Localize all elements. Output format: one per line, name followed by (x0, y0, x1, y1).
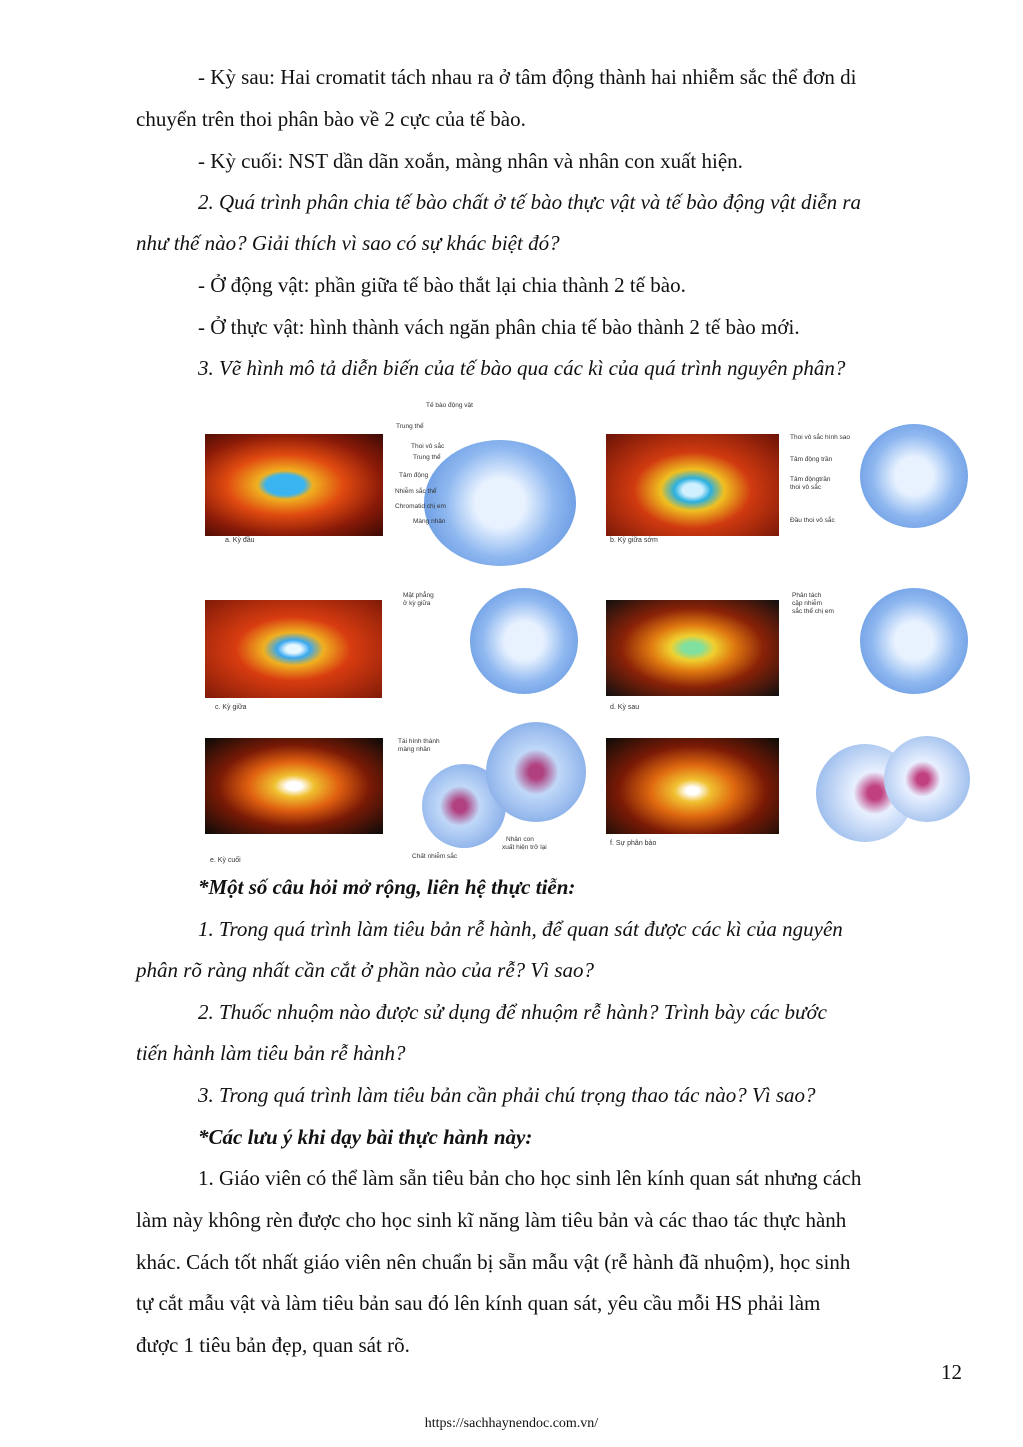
figure-label: ở kỳ giữa (403, 600, 431, 607)
panel-caption: a. Kỳ đầu (225, 537, 255, 544)
text-line: tự cắt mẫu vật và làm tiêu bản sau đó lên kính quan sát, yêu cầu mỗi HS phải làm (136, 1291, 821, 1315)
text-line: 1. Giáo viên có thể làm sẵn tiêu bản cho học sinh lên kính quan sát nhưng cách (198, 1166, 862, 1190)
panel-early-metaphase (600, 392, 780, 552)
panel-prophase (200, 392, 490, 552)
panel-cytokinesis (600, 732, 780, 862)
figure-label: Thoi vô sắc (411, 443, 445, 450)
panel-caption: c. Kỳ giữa (215, 704, 247, 711)
micrograph (205, 738, 383, 834)
section-heading: *Một số câu hỏi mở rộng, liên hệ thực tiễn: (198, 875, 576, 899)
panel-telophase (200, 732, 600, 862)
question-line: 2. Thuốc nhuộm nào được sử dụng để nhuộm rễ hành? Trình bày các bước (198, 1000, 827, 1024)
figure-label: Màng nhân (413, 518, 446, 525)
question-line: 2. Quá trình phân chia tế bào chất ở tế bào thực vật và tế bào động vật diễn ra (198, 190, 862, 214)
text-line: - Ở thực vật: hình thành vách ngăn phân chia tế bào thành 2 tế bào mới. (198, 315, 800, 339)
text-line: khác. Cách tốt nhất giáo viên nên chuẩn bị sẵn mẫu vật (rễ hành đã nhuộm), học sinh (136, 1250, 851, 1274)
figure-label: Chất nhiễm sắc (412, 853, 458, 860)
figure-label: Tâm độngtrần (790, 476, 831, 483)
page-number: 12 (941, 1360, 962, 1384)
figure-label: Đầu thoi vô sắc (790, 517, 835, 524)
question-line: như thế nào? Giải thích vì sao có sự khác biệt đó? (136, 231, 560, 255)
text-line: - Kỳ sau: Hai cromatit tách nhau ra ở tâm động thành hai nhiễm sắc thể đơn di (198, 65, 857, 89)
figure-label: Tâm động trần (790, 456, 833, 463)
micrograph (205, 600, 382, 698)
section-heading: *Các lưu ý khi dạy bài thực hành này: (198, 1125, 533, 1149)
text-line: chuyển trên thoi phân bào về 2 cực của tế bào. (136, 107, 526, 131)
figure-label: Tái hình thành (398, 738, 440, 745)
panel-metaphase (200, 592, 490, 722)
figure-label: Nhiễm sắc thể (395, 488, 437, 495)
micrograph (606, 434, 779, 536)
question-line: 1. Trong quá trình làm tiêu bản rễ hành, để quan sát được các kì của nguyên (198, 917, 843, 941)
footer-url[interactable]: https://sachhaynendoc.com.vn/ (424, 1416, 599, 1431)
panel-caption: e. Kỳ cuối (210, 857, 241, 864)
question-line: phân rõ ràng nhất cần cắt ở phần nào của rễ? Vì sao? (136, 958, 595, 982)
text-line: - Ở động vật: phần giữa tế bào thắt lại chia thành 2 tế bào. (198, 273, 686, 297)
figure-label: cặp nhiễm (792, 600, 822, 607)
text-line: làm này không rèn được cho học sinh kĩ năng làm tiêu bản và các thao tác thực hành (136, 1208, 847, 1232)
question-line: 3. Vẽ hình mô tả diễn biến của tế bào qua các kì của quá trình nguyên phân? (198, 356, 846, 380)
figure-label: Tế bào động vật (426, 402, 473, 409)
micrograph (606, 738, 779, 834)
question-line: tiến hành làm tiêu bản rễ hành? (136, 1041, 406, 1065)
panel-caption: f. Sự phân bào (610, 840, 657, 847)
micrograph (205, 434, 383, 536)
text-line: được 1 tiêu bản đẹp, quan sát rõ. (136, 1333, 410, 1357)
figure-label: Nhân con (506, 836, 534, 843)
figure-label: Mặt phẳng (403, 592, 434, 599)
cell-diagram (860, 424, 968, 528)
micrograph (606, 600, 779, 696)
figure-label: sắc thể chị em (792, 608, 834, 615)
text-line: - Kỳ cuối: NST dần dãn xoắn, màng nhân và nhân con xuất hiện. (198, 149, 743, 173)
figure-label: Phân tách (792, 592, 822, 599)
figure-label: xuất hiện trở lại (502, 844, 547, 851)
panel-anaphase (600, 592, 780, 722)
figure-label: Tâm động (399, 472, 429, 479)
panel-caption: d. Kỳ sau (610, 704, 640, 711)
figure-label: màng nhân (398, 746, 431, 753)
figure-label: Trung thể (396, 423, 424, 430)
cell-diagram (470, 588, 578, 694)
cell-diagram (486, 722, 586, 822)
panel-caption: b. Kỳ giữa sớm (610, 537, 658, 544)
cell-diagram (424, 440, 576, 566)
figure-label: Thoi vô sắc hình sao (790, 434, 850, 441)
figure-label: Chromatid chị em (395, 503, 446, 510)
cell-diagram (884, 736, 970, 822)
question-line: 3. Trong quá trình làm tiêu bản cần phải chú trọng thao tác nào? Vì sao? (198, 1083, 816, 1107)
cell-diagram (860, 588, 968, 694)
figure-label: thoi vô sắc (790, 484, 822, 491)
figure-label: Trung thể (413, 454, 441, 461)
